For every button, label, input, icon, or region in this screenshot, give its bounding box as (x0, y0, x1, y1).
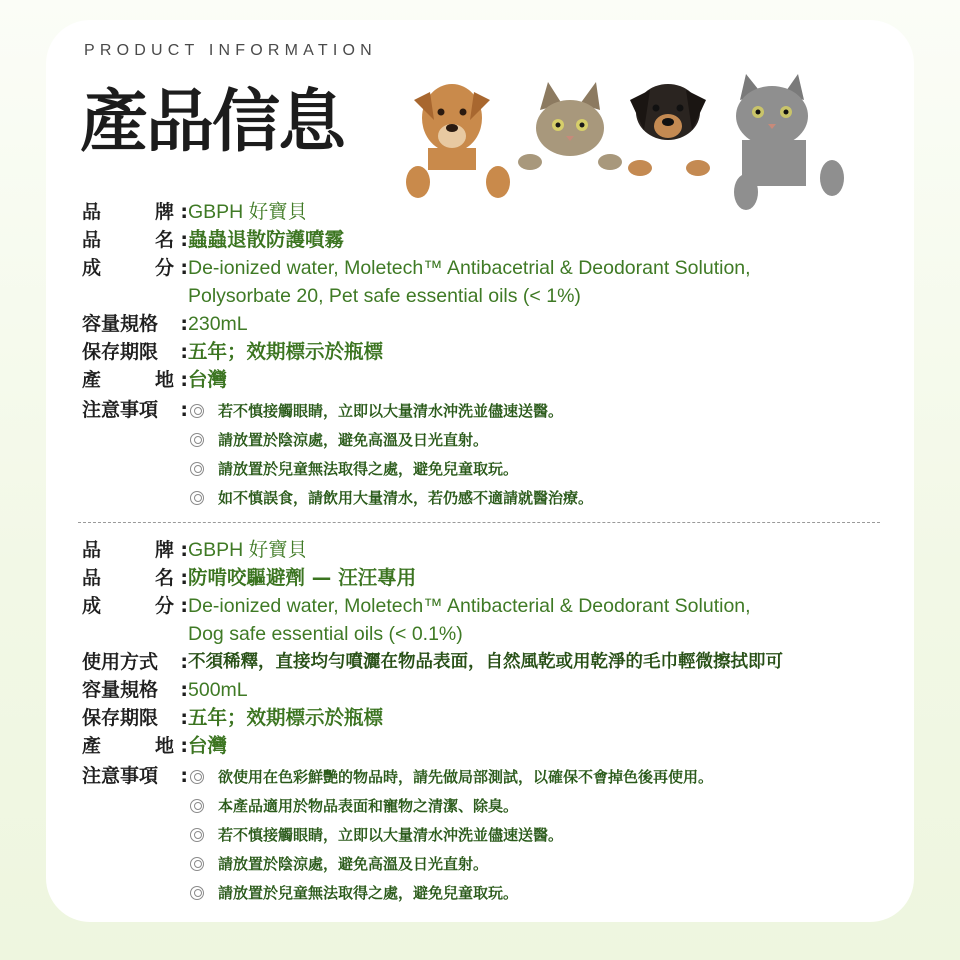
dog-tan-icon (406, 84, 510, 198)
name-row (82, 564, 922, 592)
page-title: 產品信息 (80, 83, 345, 162)
usage-label: 使用方式 : (82, 651, 188, 673)
list-item: 若不慎接觸眼睛，立即以大量清水沖洗並儘速送醫。 (188, 396, 593, 425)
bullet-icon (190, 770, 204, 784)
bullet-icon (190, 491, 204, 505)
shelf-life-value: 五年；效期標示於瓶標 (188, 706, 384, 729)
ingredients-value (188, 592, 751, 648)
bullet-icon (190, 828, 204, 842)
shelf-life-label: 保存期限 : (82, 341, 188, 363)
shelf-life-row (82, 338, 922, 366)
brand-value: GBPH 好寶貝 (188, 201, 308, 223)
notes-label: 注意事項 : (82, 765, 188, 787)
shelf-life-label: 保存期限 : (82, 707, 188, 729)
list-item: 若不慎接觸眼睛，立即以大量清水沖洗並儘速送醫。 (188, 820, 713, 849)
ingredients-row (82, 254, 922, 310)
notes-row (82, 762, 922, 907)
list-item: 如不慎誤食，請飲用大量清水，若仍感不適請就醫治療。 (188, 483, 593, 512)
section-divider (78, 522, 880, 523)
product-1-section (82, 198, 922, 512)
cat-grey-icon (734, 74, 844, 210)
list-item: 請放置於陰涼處，避免高溫及日光直射。 (188, 849, 713, 878)
name-value: 蟲蟲退散防護噴霧 (188, 228, 345, 251)
ingredients-line-1: De-ionized water, Moletech™ Antibacetrial & Deodorant Solution, (188, 257, 751, 279)
notes-row (82, 396, 922, 512)
brand-row (82, 198, 922, 226)
volume-row (82, 676, 922, 704)
bullet-icon (190, 857, 204, 871)
usage-row (82, 648, 922, 676)
brand-row (82, 536, 922, 564)
volume-label: 容量規格 : (82, 313, 188, 335)
bullet-icon (190, 433, 204, 447)
list-item: 本產品適用於物品表面和寵物之清潔、除臭。 (188, 791, 713, 820)
notes-label: 注意事項 : (82, 399, 188, 421)
volume-row (82, 310, 922, 338)
name-value: 防啃咬驅避劑 — 汪汪專用 (188, 566, 417, 589)
origin-row (82, 732, 922, 760)
dog-black-tan-icon (628, 84, 710, 176)
origin-label: 產 地 : (82, 369, 188, 391)
list-item: 欲使用在色彩鮮艷的物品時，請先做局部測試，以確保不會掉色後再使用。 (188, 762, 713, 791)
list-item: 請放置於兒童無法取得之處，避免兒童取玩。 (188, 878, 713, 907)
origin-value: 台灣 (188, 734, 228, 757)
ingredients-line-2: Dog safe essential oils (< 0.1%) (188, 623, 463, 645)
cat-tabby-icon (518, 82, 622, 170)
notes-list (188, 396, 593, 512)
ingredients-line-1: De-ionized water, Moletech™ Antibacterial & Deodorant Solution, (188, 595, 751, 617)
origin-row (82, 366, 922, 394)
ingredients-value (188, 254, 751, 310)
ingredients-label: 成 分 : (82, 257, 188, 279)
volume-label: 容量規格 : (82, 679, 188, 701)
volume-value: 500mL (188, 679, 248, 701)
ingredients-line-2: Polysorbate 20, Pet safe essential oils (< 1%) (188, 285, 581, 307)
bullet-icon (190, 462, 204, 476)
bullet-icon (190, 404, 204, 418)
notes-list (188, 762, 713, 907)
name-label: 品 名 : (82, 229, 188, 251)
volume-value: 230mL (188, 313, 248, 335)
shelf-life-row (82, 704, 922, 732)
ingredients-label: 成 分 : (82, 595, 188, 617)
brand-label: 品 牌 : (82, 539, 188, 561)
list-item: 請放置於兒童無法取得之處，避免兒童取玩。 (188, 454, 593, 483)
brand-label: 品 牌 : (82, 201, 188, 223)
product-2-section (82, 536, 922, 907)
list-item: 請放置於陰涼處，避免高溫及日光直射。 (188, 425, 593, 454)
bullet-icon (190, 799, 204, 813)
name-row (82, 226, 922, 254)
bullet-icon (190, 886, 204, 900)
name-label: 品 名 : (82, 567, 188, 589)
brand-value: GBPH 好寶貝 (188, 539, 308, 561)
origin-value: 台灣 (188, 368, 228, 391)
origin-label: 產 地 : (82, 735, 188, 757)
kicker-text: PRODUCT INFORMATION (84, 42, 377, 59)
usage-value: 不須稀釋，直接均勻噴灑在物品表面，自然風乾或用乾淨的毛巾輕微擦拭即可 (188, 652, 783, 672)
shelf-life-value: 五年；效期標示於瓶標 (188, 340, 384, 363)
ingredients-row (82, 592, 922, 648)
